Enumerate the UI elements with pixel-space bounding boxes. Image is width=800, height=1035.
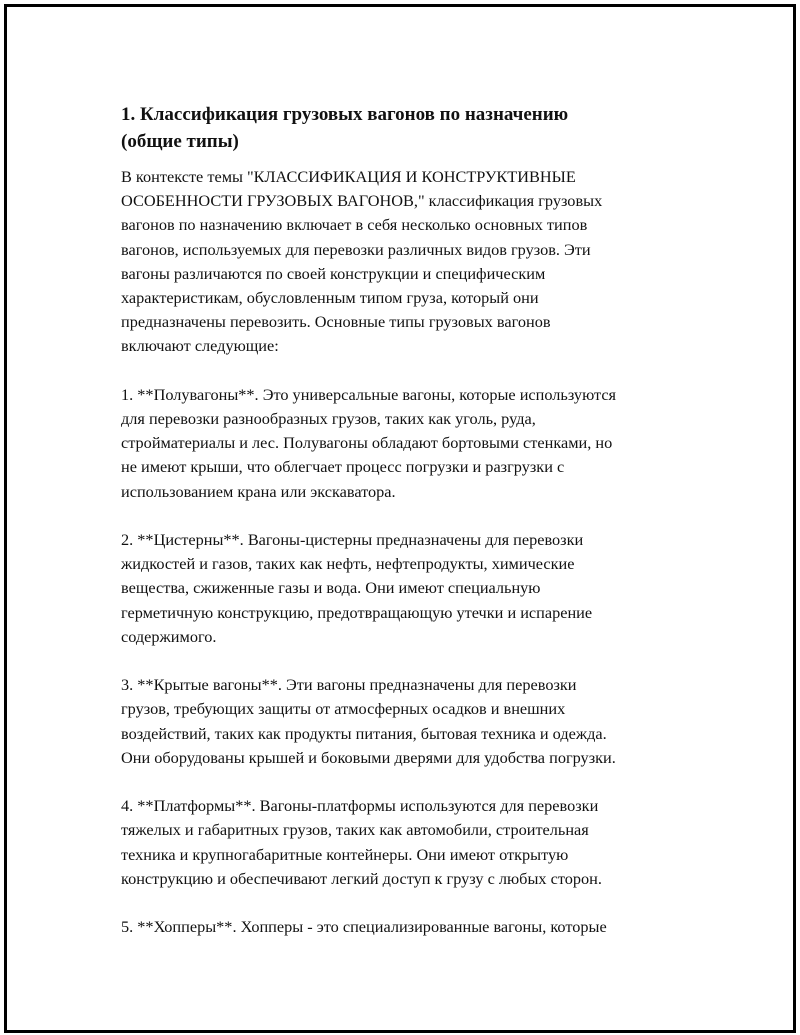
heading-line: 1. Классификация грузовых вагонов по назначению	[121, 104, 569, 125]
text-line: грузов, требующих защиты от атмосферных осадков и внешних	[121, 699, 566, 719]
text-line: В контексте темы "КЛАССИФИКАЦИЯ И КОНСТРУКТИВНЫЕ	[121, 167, 576, 186]
page-frame	[4, 4, 796, 1033]
list-item-hoppers	[121, 915, 701, 939]
text-line: для перевозки разнообразных грузов, таких как уголь, руда,	[121, 409, 536, 429]
text-line: 4. **Платформы**. Вагоны-платформы используются для перевозки	[121, 796, 599, 816]
text-line: включают следующие:	[121, 336, 279, 356]
text-line: ОСОБЕННОСТИ ГРУЗОВЫХ ВАГОНОВ," классификация грузовых	[121, 191, 603, 211]
text-line: стройматериалы и лес. Полувагоны обладают бортовыми стенками, но	[121, 433, 613, 453]
text-line: характеристикам, обусловленным типом груза, который они	[121, 288, 539, 308]
text-line: 3. **Крытые вагоны**. Эти вагоны предназначены для перевозки	[121, 675, 577, 695]
text-line: вещества, сжиженные газы и вода. Они имеют специальную	[121, 578, 541, 598]
heading-line: (общие типы)	[121, 131, 239, 152]
text-line: использованием крана или экскаватора.	[121, 481, 396, 501]
text-line: воздействий, таких как продукты питания, бытовая техника и одежда.	[121, 723, 607, 743]
text-line: герметичную конструкцию, предотвращающую утечки и испарение	[121, 602, 593, 622]
text-line: предназначены перевозить. Основные типы грузовых вагонов	[121, 312, 551, 332]
text-line: тяжелых и габаритных грузов, таких как автомобили, строительная	[121, 820, 589, 840]
section-heading	[121, 101, 701, 155]
text-line: не имеют крыши, что облегчает процесс погрузки и разгрузки с	[121, 457, 565, 477]
text-line: конструкцию и обеспечивают легкий доступ к грузу с любых сторон.	[121, 868, 602, 888]
text-line: Они оборудованы крышей и боковыми дверями для удобства погрузки.	[121, 747, 616, 767]
list-item-covered-wagons	[121, 673, 701, 770]
text-line: 2. **Цистерны**. Вагоны-цистерны предназначены для перевозки	[121, 530, 584, 550]
text-line: 5. **Хопперы**. Хопперы - это специализированные вагоны, которые	[121, 917, 607, 937]
list-item-platforms	[121, 794, 701, 891]
text-line: содержимого.	[121, 626, 217, 646]
text-line: жидкостей и газов, таких как нефть, нефтепродукты, химические	[121, 554, 575, 574]
text-line: вагонов по назначению включает в себя несколько основных типов	[121, 215, 588, 235]
text-line: техника и крупногабаритные контейнеры. Они имеют открытую	[121, 844, 569, 864]
intro-paragraph	[121, 165, 701, 359]
list-item-gondola-cars	[121, 383, 701, 504]
document-body	[121, 101, 701, 964]
text-line: вагонов, используемых для перевозки различных видов грузов. Эти	[121, 239, 591, 259]
text-line: вагоны различаются по своей конструкции и специфическим	[121, 263, 546, 283]
list-item-tank-cars	[121, 528, 701, 649]
text-line: 1. **Полувагоны**. Это универсальные вагоны, которые используются	[121, 384, 617, 404]
